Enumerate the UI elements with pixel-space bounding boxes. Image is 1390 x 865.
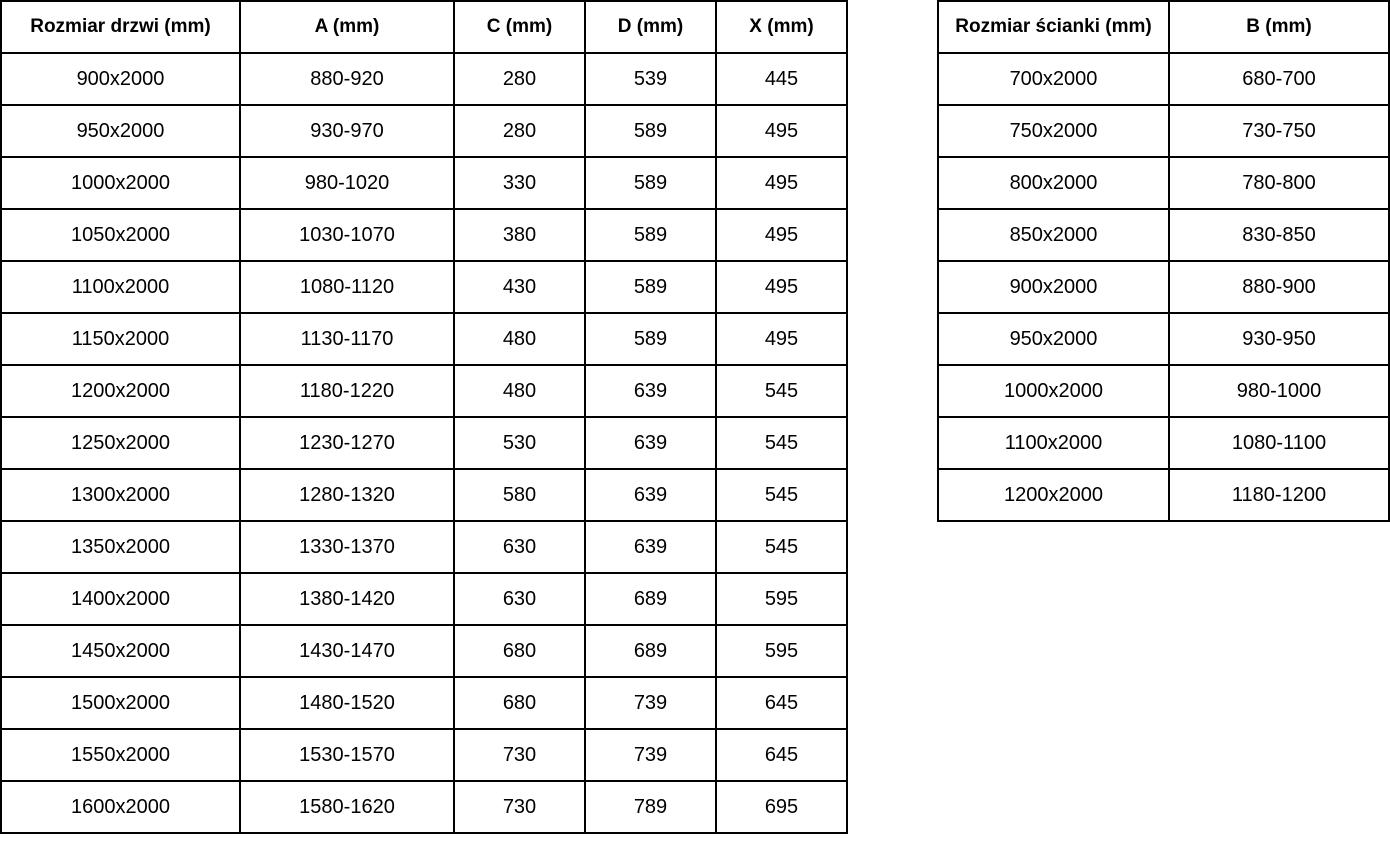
table-cell: 639 [585,365,716,417]
table-cell: 480 [454,365,585,417]
table-cell: 1600x2000 [1,781,240,833]
table-cell: 280 [454,53,585,105]
table-cell: 589 [585,157,716,209]
table-cell: 495 [716,313,847,365]
table-cell: 880-900 [1169,261,1389,313]
table-cell: 1330-1370 [240,521,454,573]
table-cell: 530 [454,417,585,469]
table-row [1,157,847,209]
table-cell: 639 [585,521,716,573]
table-cell: 480 [454,313,585,365]
table-body [938,53,1389,521]
table-row [938,469,1389,521]
table-cell: 900x2000 [1,53,240,105]
table-row [1,313,847,365]
table-cell: 380 [454,209,585,261]
table-cell: 739 [585,677,716,729]
table-cell: 1450x2000 [1,625,240,677]
table-cell: 589 [585,313,716,365]
table-cell: 930-950 [1169,313,1389,365]
table-row [1,469,847,521]
table-cell: 680 [454,625,585,677]
column-header: X (mm) [716,1,847,53]
table-cell: 730-750 [1169,105,1389,157]
table-cell: 1080-1120 [240,261,454,313]
table-cell: 1550x2000 [1,729,240,781]
table-cell: 539 [585,53,716,105]
wall-panel-sizes-table [937,0,1390,522]
table-cell: 880-920 [240,53,454,105]
table-cell: 695 [716,781,847,833]
table-row [1,417,847,469]
table-cell: 780-800 [1169,157,1389,209]
table-cell: 1080-1100 [1169,417,1389,469]
table-cell: 680 [454,677,585,729]
table-row [1,261,847,313]
table-cell: 900x2000 [938,261,1169,313]
column-header: C (mm) [454,1,585,53]
table-cell: 739 [585,729,716,781]
table-cell: 1380-1420 [240,573,454,625]
table-row [938,261,1389,313]
table-cell: 930-970 [240,105,454,157]
column-header: Rozmiar ścianki (mm) [938,1,1169,53]
table-cell: 1150x2000 [1,313,240,365]
column-header: B (mm) [1169,1,1389,53]
table-row [1,625,847,677]
column-header: D (mm) [585,1,716,53]
table-cell: 980-1020 [240,157,454,209]
table-cell: 730 [454,781,585,833]
table-row [938,313,1389,365]
table-cell: 595 [716,573,847,625]
table-cell: 950x2000 [938,313,1169,365]
table-row [938,417,1389,469]
table-cell: 1200x2000 [1,365,240,417]
table-body [1,53,847,833]
table-cell: 1000x2000 [1,157,240,209]
table-cell: 545 [716,521,847,573]
table-cell: 495 [716,209,847,261]
table-cell: 1250x2000 [1,417,240,469]
table-cell: 1350x2000 [1,521,240,573]
table-cell: 1200x2000 [938,469,1169,521]
table-cell: 639 [585,469,716,521]
table-cell: 630 [454,573,585,625]
table-cell: 580 [454,469,585,521]
table-cell: 589 [585,261,716,313]
table-cell: 495 [716,105,847,157]
table-row [938,365,1389,417]
table-cell: 1300x2000 [1,469,240,521]
table-cell: 680-700 [1169,53,1389,105]
table-cell: 730 [454,729,585,781]
table-cell: 545 [716,365,847,417]
table-cell: 950x2000 [1,105,240,157]
table-row [1,521,847,573]
table-cell: 750x2000 [938,105,1169,157]
table-row [1,573,847,625]
table-cell: 1180-1200 [1169,469,1389,521]
table-cell: 495 [716,261,847,313]
table-cell: 789 [585,781,716,833]
table-cell: 1180-1220 [240,365,454,417]
table-cell: 1430-1470 [240,625,454,677]
table-cell: 589 [585,105,716,157]
table-cell: 1580-1620 [240,781,454,833]
table-cell: 1230-1270 [240,417,454,469]
table-cell: 1000x2000 [938,365,1169,417]
table-cell: 330 [454,157,585,209]
table-cell: 639 [585,417,716,469]
table-cell: 980-1000 [1169,365,1389,417]
table-cell: 645 [716,677,847,729]
table-cell: 1100x2000 [938,417,1169,469]
table-header-row [1,1,847,53]
table-cell: 495 [716,157,847,209]
table-header-row [938,1,1389,53]
column-header: A (mm) [240,1,454,53]
table-cell: 1100x2000 [1,261,240,313]
column-header: Rozmiar drzwi (mm) [1,1,240,53]
table-cell: 830-850 [1169,209,1389,261]
table-row [1,105,847,157]
table-cell: 545 [716,469,847,521]
table-cell: 1530-1570 [240,729,454,781]
table-cell: 430 [454,261,585,313]
table-row [1,677,847,729]
table-row [938,53,1389,105]
table-cell: 595 [716,625,847,677]
table-row [938,157,1389,209]
table-cell: 1480-1520 [240,677,454,729]
table-cell: 689 [585,625,716,677]
table-row [1,781,847,833]
table-cell: 1280-1320 [240,469,454,521]
table-cell: 589 [585,209,716,261]
table-cell: 800x2000 [938,157,1169,209]
table-cell: 1400x2000 [1,573,240,625]
table-cell: 1050x2000 [1,209,240,261]
table-row [938,209,1389,261]
table-row [938,105,1389,157]
table-cell: 445 [716,53,847,105]
table-row [1,729,847,781]
table-cell: 700x2000 [938,53,1169,105]
table-cell: 630 [454,521,585,573]
table-row [1,53,847,105]
table-cell: 1500x2000 [1,677,240,729]
table-cell: 280 [454,105,585,157]
table-row [1,365,847,417]
table-cell: 1130-1170 [240,313,454,365]
table-cell: 645 [716,729,847,781]
table-cell: 689 [585,573,716,625]
table-cell: 1030-1070 [240,209,454,261]
table-cell: 850x2000 [938,209,1169,261]
table-cell: 545 [716,417,847,469]
table-row [1,209,847,261]
